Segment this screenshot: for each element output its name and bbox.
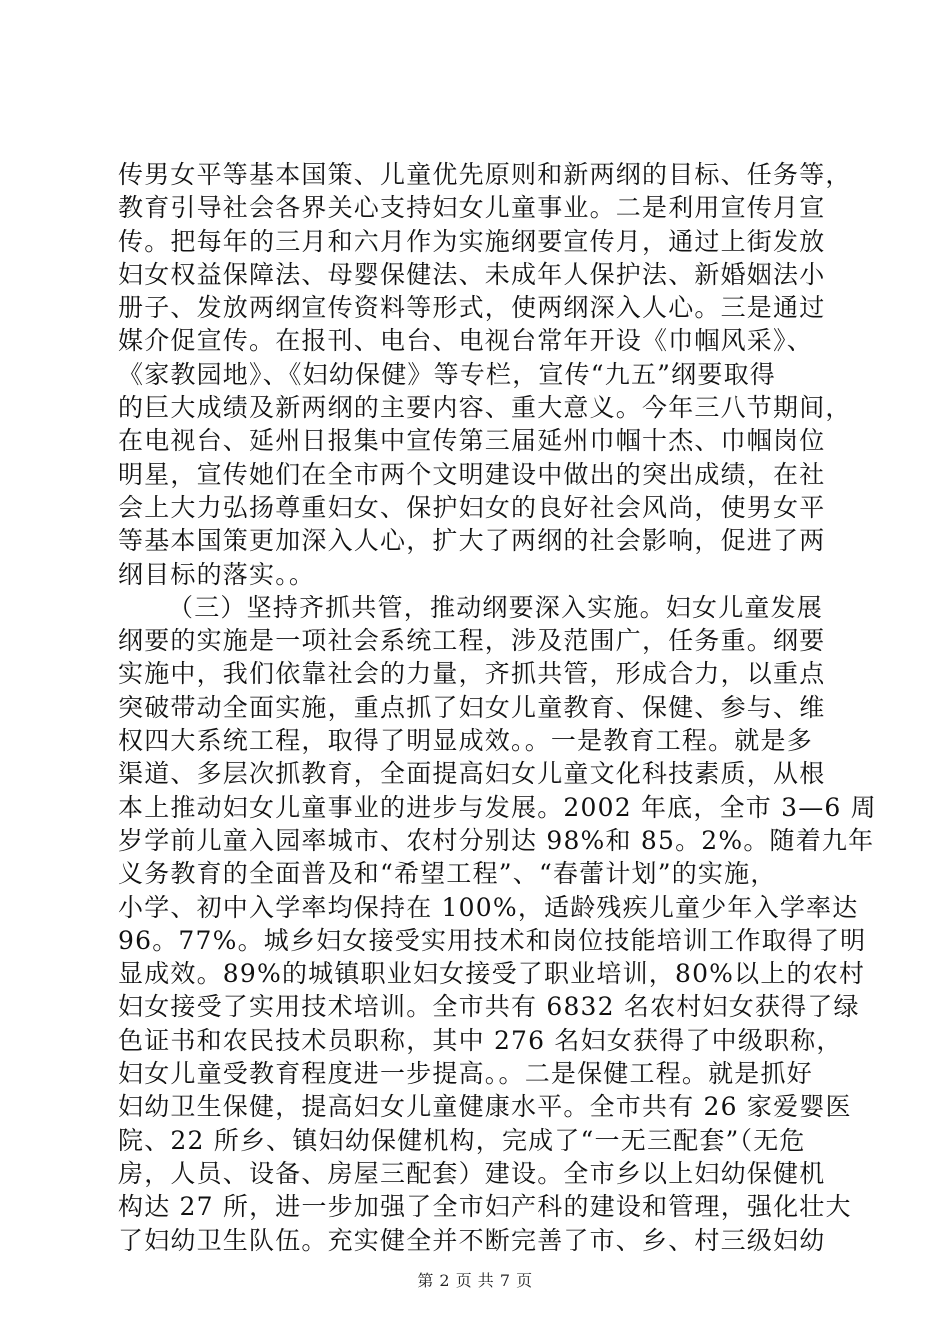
text-line: 妇女儿童受教育程度进一步提高。。二是保健工程。就是抓好 xyxy=(118,1059,813,1089)
text-line: 妇女权益保障法、母婴保健法、未成年人保护法、新婚姻法小 xyxy=(118,259,826,289)
text-line: 实施中，我们依靠社会的力量，齐抓共管，形成合力，以重点 xyxy=(118,659,826,689)
text-line: 等基本国策更加深入人心，扩大了两纲的社会影响，促进了两 xyxy=(118,526,826,556)
text-line: 妇幼卫生保健，提高妇女儿童健康水平。全市共有 26 家爱婴医 xyxy=(118,1092,852,1122)
text-line: 房，人员、设备、房屋三配套）建设。全市乡以上妇幼保健机 xyxy=(118,1158,826,1188)
text-line: 构达 27 所，进一步加强了全市妇产科的建设和管理，强化壮大 xyxy=(118,1192,852,1222)
text-line: 教育引导社会各界关心支持妇女儿童事业。二是利用宣传月宣 xyxy=(118,193,826,223)
text-line: 突破带动全面实施，重点抓了妇女儿童教育、保健、参与、维 xyxy=(118,692,826,722)
text-line: 显成效。89%的城镇职业妇女接受了职业培训，80%以上的农村 xyxy=(118,959,866,989)
body-text xyxy=(118,158,877,1257)
text-line: 义务教育的全面普及和“希望工程”、“春蕾计划”的实施， xyxy=(118,859,777,889)
text-line: 在电视台、延州日报集中宣传第三届延州巾帼十杰、巾帼岗位 xyxy=(118,426,826,456)
text-line: 权四大系统工程，取得了明显成效。。一是教育工程。就是多 xyxy=(118,726,813,756)
text-line: 《家教园地》、《妇幼保健》等专栏，宣传“九五”纲要取得 xyxy=(118,359,776,389)
text-line: 传。把每年的三月和六月作为实施纲要宣传月，通过上街发放 xyxy=(118,226,826,256)
text-line: 的巨大成绩及新两纲的主要内容、重大意义。今年三八节期间， xyxy=(118,393,852,423)
text-line: 会上大力弘扬尊重妇女、保护妇女的良好社会风尚，使男女平 xyxy=(118,492,826,522)
paragraph-start-line: （三）坚持齐抓共管，推动纲要深入实施。妇女儿童发展 xyxy=(168,592,824,622)
text-line: 了妇幼卫生队伍。充实健全并不断完善了市、乡、村三级妇幼 xyxy=(118,1225,826,1255)
text-line: 小学、初中入学率均保持在 100%，适龄残疾儿童少年入学率达 xyxy=(118,892,859,922)
text-line: 媒介促宣传。在报刊、电台、电视台常年开设《巾帼风采》、 xyxy=(118,326,813,356)
text-line: 96。77%。城乡妇女接受实用技术和岗位技能培训工作取得了明 xyxy=(118,925,867,955)
page-number-footer: 第 2 页 共 7 页 xyxy=(417,1271,533,1290)
text-line: 岁学前儿童入园率城市、农村分别达 98%和 85。2%。随着九年 xyxy=(118,825,875,855)
text-line: 册子、发放两纲宣传资料等形式，使两纲深入人心。三是通过 xyxy=(118,293,826,323)
text-line: 渠道、多层次抓教育，全面提高妇女儿童文化科技素质，从根 xyxy=(118,759,826,789)
text-line: 纲目标的落实。。 xyxy=(118,559,316,589)
text-line: 明星，宣传她们在全市两个文明建设中做出的突出成绩，在社 xyxy=(118,459,826,489)
text-line: 色证书和农民技术员职称，其中 276 名妇女获得了中级职称， xyxy=(118,1025,843,1055)
text-line: 传男女平等基本国策、儿童优先原则和新两纲的目标、任务等， xyxy=(118,160,852,189)
text-line: 纲要的实施是一项社会系统工程，涉及范围广，任务重。纲要 xyxy=(118,626,826,656)
text-line: 院、22 所乡、镇妇幼保健机构，完成了“一无三配套”（无危 xyxy=(118,1125,806,1155)
text-line: 妇女接受了实用技术培训。全市共有 6832 名农村妇女获得了绿 xyxy=(118,992,860,1022)
text-line: 本上推动妇女儿童事业的进步与发展。2002 年底，全市 3—6 周 xyxy=(118,792,877,822)
